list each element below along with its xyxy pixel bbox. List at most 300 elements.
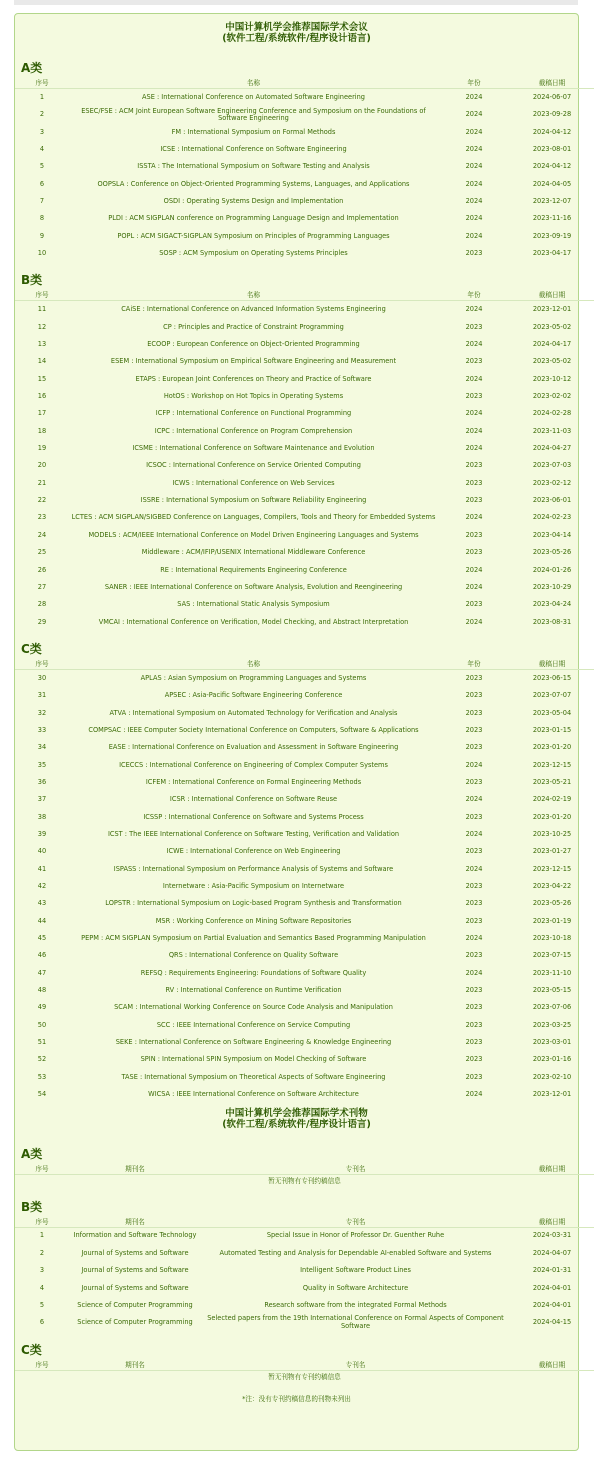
row-deadline: 2023-07-03 <box>532 461 572 470</box>
conference-name-link[interactable]: LCTES : ACM SIGPLAN/SIGBED Conference on Languages, Compilers, Tools and Theory for Embedded Systems <box>71 513 436 522</box>
row-year: 2023 <box>465 1038 483 1047</box>
table-row <box>15 774 594 791</box>
table-row <box>15 440 594 457</box>
journal-section-title <box>15 1108 578 1130</box>
row-year: 2024 <box>465 582 483 591</box>
header-no: 序号 <box>15 1217 69 1228</box>
table-row <box>15 1227 594 1245</box>
conference-name-link[interactable]: MSR : Working Conference on Mining Software Repositories <box>155 916 352 925</box>
conference-name-link[interactable]: ISSTA : The International Symposium on Software Testing and Analysis <box>137 162 370 171</box>
table-row <box>15 1034 594 1051</box>
table-row <box>15 124 594 141</box>
row-deadline: 2024-02-28 <box>532 409 572 418</box>
row-no: 39 <box>37 829 47 838</box>
table-row <box>15 809 594 826</box>
table-row <box>15 193 594 210</box>
row-no: 25 <box>37 548 47 557</box>
row-year: 2023 <box>465 673 483 682</box>
conference-name-link[interactable]: SANER : IEEE International Conference on Software Analysis, Evolution and Reengineering <box>104 582 403 591</box>
row-no: 35 <box>37 760 47 769</box>
conference-name-link[interactable]: POPL : ACM SIGACT-SIGPLAN Symposium on Principles of Programming Languages <box>117 231 390 240</box>
row-no: 44 <box>37 916 47 925</box>
conference-name-link[interactable]: ASE : International Conference on Automated Software Engineering <box>142 92 365 101</box>
row-no: 6 <box>39 179 45 188</box>
row-deadline: 2023-01-19 <box>532 916 572 925</box>
row-deadline: 2023-12-01 <box>532 1090 572 1099</box>
table-header-row <box>15 78 594 89</box>
special-issue-link[interactable]: Selected papers from the 19th International Conference on Formal Aspects of Component Software <box>207 1314 504 1330</box>
conference-class-label: B类 <box>21 273 43 288</box>
row-no: 1 <box>39 1231 45 1240</box>
header-journal: 期刊名 <box>69 1360 201 1371</box>
row-deadline: 2023-05-04 <box>532 708 572 717</box>
row-no: 2 <box>39 1248 45 1257</box>
row-no: 7 <box>39 196 45 205</box>
table-row <box>15 1086 594 1103</box>
header-deadline: 截稿日期 <box>510 659 594 670</box>
conference-name-link[interactable]: ICPC : International Conference on Program Comprehension <box>154 426 353 435</box>
row-year: 2024 <box>465 162 483 171</box>
row-no: 13 <box>37 340 47 349</box>
header-deadline: 截稿日期 <box>510 1164 594 1175</box>
table-row <box>15 982 594 999</box>
conference-name-link[interactable]: COMPSAC : IEEE Computer Society International Conference on Computers, Software & Applications <box>88 725 419 734</box>
row-year: 2024 <box>465 426 483 435</box>
empty-row <box>15 1174 594 1189</box>
row-no: 24 <box>37 530 47 539</box>
row-no: 21 <box>37 478 47 487</box>
header-name: 名称 <box>69 78 438 89</box>
row-year: 2023 <box>465 1003 483 1012</box>
row-year: 2023 <box>465 530 483 539</box>
row-year: 2024 <box>465 305 483 314</box>
row-year: 2023 <box>465 882 483 891</box>
row-deadline: 2024-04-01 <box>532 1300 572 1309</box>
row-deadline: 2024-04-05 <box>532 179 572 188</box>
row-no: 4 <box>39 144 45 153</box>
table-row <box>15 579 594 596</box>
row-year: 2024 <box>465 374 483 383</box>
row-no: 15 <box>37 374 47 383</box>
row-no: 33 <box>37 725 47 734</box>
row-no: 41 <box>37 864 47 873</box>
empty-message: 暂无刊物有专刊约稿信息 <box>268 1176 341 1185</box>
table-row <box>15 1245 594 1262</box>
table-row <box>15 947 594 964</box>
table-row <box>15 510 594 527</box>
row-deadline: 2024-04-07 <box>532 1248 572 1257</box>
row-deadline: 2024-04-12 <box>532 162 572 171</box>
table-row <box>15 826 594 843</box>
header-journal: 期刊名 <box>69 1164 201 1175</box>
row-no: 30 <box>37 673 47 682</box>
row-deadline: 2024-03-31 <box>532 1231 572 1240</box>
row-year: 2024 <box>465 864 483 873</box>
footnote: *注：没有专刊约稿信息的刊物未列出 <box>242 1394 351 1403</box>
conference-name-link[interactable]: REFSQ : Requirements Engineering: Foundations of Software Quality <box>140 968 367 977</box>
row-year: 2023 <box>465 691 483 700</box>
row-deadline: 2024-04-17 <box>532 340 572 349</box>
row-deadline: 2023-02-02 <box>532 392 572 401</box>
table-row <box>15 301 594 319</box>
header-deadline: 截稿日期 <box>510 78 594 89</box>
table-row <box>15 544 594 561</box>
conference-name-link[interactable]: ICSOC : International Conference on Service Oriented Computing <box>146 461 361 470</box>
table-row <box>15 562 594 579</box>
row-no: 9 <box>39 231 45 240</box>
header-journal: 期刊名 <box>69 1217 201 1228</box>
header-no: 序号 <box>15 290 69 301</box>
row-year: 2024 <box>465 513 483 522</box>
conference-name-link[interactable]: ICWE : International Conference on Web Engineering <box>166 847 341 856</box>
table-row <box>15 930 594 947</box>
table-row <box>15 1262 594 1279</box>
row-year: 2023 <box>465 743 483 752</box>
special-issue-link[interactable]: Quality in Software Architecture <box>302 1283 409 1292</box>
row-deadline: 2023-12-07 <box>532 196 572 205</box>
row-no: 34 <box>37 743 47 752</box>
row-year: 2024 <box>465 968 483 977</box>
conference-name-link[interactable]: PLDI : ACM SIGPLAN conference on Programming Language Design and Implementation <box>108 214 399 223</box>
row-year: 2024 <box>465 829 483 838</box>
conference-name-link[interactable]: PEPM : ACM SIGPLAN Symposium on Partial Evaluation and Semantics Based Programming Manipulation <box>81 934 426 943</box>
conference-name-link[interactable]: TASE : International Symposium on Theoretical Aspects of Software Engineering <box>121 1072 386 1081</box>
header-issue: 专刊名 <box>201 1164 510 1175</box>
table-row <box>15 1000 594 1017</box>
row-year: 2023 <box>465 708 483 717</box>
row-year: 2023 <box>465 986 483 995</box>
row-year: 2024 <box>465 565 483 574</box>
row-year: 2024 <box>465 760 483 769</box>
special-issue-link[interactable]: Intelligent Software Product Lines <box>300 1266 411 1275</box>
table-header-row <box>15 1164 594 1175</box>
row-year: 2024 <box>465 1090 483 1099</box>
table-row <box>15 1017 594 1034</box>
row-no: 11 <box>37 305 47 314</box>
row-no: 12 <box>37 322 47 331</box>
header-no: 序号 <box>15 78 69 89</box>
table-row <box>15 141 594 158</box>
conference-name-link[interactable]: ICECCS : International Conference on Engineering of Complex Computer Systems <box>119 760 388 769</box>
conference-name-link[interactable]: ESEC/FSE : ACM Joint European Software Engineering Conference and Symposium on the Foundations of Software Engineering <box>81 106 426 123</box>
row-no: 19 <box>37 444 47 453</box>
table-header-row <box>15 659 594 670</box>
journal-name: Science of Computer Programming <box>77 1318 193 1327</box>
conference-name-link[interactable]: SAS : International Static Analysis Symposium <box>177 600 330 609</box>
row-year: 2023 <box>465 322 483 331</box>
content-card <box>14 13 579 1451</box>
row-deadline: 2023-04-17 <box>532 249 572 258</box>
header-no: 序号 <box>15 1164 69 1175</box>
row-no: 29 <box>37 617 47 626</box>
row-deadline: 2023-06-01 <box>532 496 572 505</box>
journal-title-line2: (软件工程/系统软件/程序设计语言) <box>222 1118 371 1130</box>
row-year: 2023 <box>465 392 483 401</box>
header-deadline: 截稿日期 <box>510 1217 594 1228</box>
row-no: 5 <box>39 1300 45 1309</box>
table-row <box>15 492 594 509</box>
table-row <box>15 210 594 227</box>
row-deadline: 2023-07-15 <box>532 951 572 960</box>
row-no: 10 <box>37 249 47 258</box>
row-no: 52 <box>37 1055 47 1064</box>
conference-name-link[interactable]: ISPASS : International Symposium on Performance Analysis of Systems and Software <box>113 864 394 873</box>
conference-name-link[interactable]: WICSA : IEEE International Conference on Software Architecture <box>148 1090 359 1099</box>
row-no: 14 <box>37 357 47 366</box>
conference-name-link[interactable]: SPIN : International SPIN Symposium on Model Checking of Software <box>140 1055 367 1064</box>
conference-name-link[interactable]: OSDI : Operating Systems Design and Implementation <box>163 196 344 205</box>
table-row <box>15 228 594 245</box>
table-header-row <box>15 290 594 301</box>
conference-name-link[interactable]: ICSR : International Conference on Software Reuse <box>169 795 338 804</box>
header-issue: 专刊名 <box>201 1217 510 1228</box>
row-year: 2023 <box>465 478 483 487</box>
table-row <box>15 388 594 405</box>
row-no: 43 <box>37 899 47 908</box>
row-no: 18 <box>37 426 47 435</box>
table-row <box>15 89 594 107</box>
row-deadline: 2023-04-22 <box>532 882 572 891</box>
conference-name-link[interactable]: ESEM : International Symposium on Empirical Software Engineering and Measurement <box>110 357 397 366</box>
row-deadline: 2023-05-02 <box>532 322 572 331</box>
row-deadline: 2023-05-26 <box>532 548 572 557</box>
table-row <box>15 319 594 336</box>
conference-section-title <box>15 22 578 44</box>
conference-name-link[interactable]: QRS : International Conference on Quality Software <box>168 951 339 960</box>
table-row <box>15 1314 594 1331</box>
row-year: 2023 <box>465 357 483 366</box>
row-year: 2024 <box>465 196 483 205</box>
row-deadline: 2023-11-10 <box>532 968 572 977</box>
row-deadline: 2023-02-10 <box>532 1072 572 1081</box>
row-deadline: 2023-10-25 <box>532 829 572 838</box>
row-year: 2023 <box>465 249 483 258</box>
header-year: 年份 <box>438 290 510 301</box>
conference-name-link[interactable]: RE : International Requirements Engineering Conference <box>160 565 347 574</box>
conference-name-link[interactable]: ICSME : International Conference on Software Maintenance and Evolution <box>132 444 375 453</box>
header-no: 序号 <box>15 659 69 670</box>
row-year: 2024 <box>465 617 483 626</box>
row-year: 2023 <box>465 600 483 609</box>
conference-name-link[interactable]: ECOOP : European Conference on Object-Oriented Programming <box>147 340 360 349</box>
table-row <box>15 245 594 262</box>
row-deadline: 2023-08-31 <box>532 617 572 626</box>
conference-name-link[interactable]: CP : Principles and Practice of Constraint Programming <box>163 322 344 331</box>
journal-name: Journal of Systems and Software <box>81 1266 189 1275</box>
table-row <box>15 423 594 440</box>
row-no: 23 <box>37 513 47 522</box>
header-deadline: 截稿日期 <box>510 290 594 301</box>
conference-name-link[interactable]: ICSSP : International Conference on Software and Systems Process <box>143 812 364 821</box>
row-year: 2023 <box>465 725 483 734</box>
row-no: 32 <box>37 708 47 717</box>
row-no: 46 <box>37 951 47 960</box>
table-row <box>15 371 594 388</box>
conference-name-link[interactable]: ICWS : International Conference on Web Services <box>172 478 335 487</box>
header-no: 序号 <box>15 1360 69 1371</box>
table-row <box>15 913 594 930</box>
row-deadline: 2023-07-06 <box>532 1003 572 1012</box>
journal-class-label: C类 <box>21 1342 42 1357</box>
table-header-row <box>15 1360 594 1371</box>
conference-name-link[interactable]: ICFEM : International Conference on Formal Engineering Methods <box>145 777 362 786</box>
row-deadline: 2024-04-15 <box>532 1318 572 1327</box>
row-deadline: 2024-04-01 <box>532 1283 572 1292</box>
row-no: 5 <box>39 162 45 171</box>
table-row <box>15 596 594 613</box>
row-deadline: 2024-06-07 <box>532 92 572 101</box>
row-no: 26 <box>37 565 47 574</box>
empty-message: 暂无刊物有专刊约稿信息 <box>268 1372 341 1381</box>
conference-name-link[interactable]: ICST : The IEEE International Conference on Software Testing, Verification and Validation <box>107 829 400 838</box>
table-row <box>15 895 594 912</box>
special-issue-link[interactable]: Research software from the integrated Formal Methods <box>264 1300 447 1309</box>
table-row <box>15 176 594 193</box>
row-deadline: 2023-12-15 <box>532 864 572 873</box>
row-deadline: 2023-04-24 <box>532 600 572 609</box>
conference-name-link[interactable]: Middleware : ACM/IFIP/USENIX International Middleware Conference <box>141 548 366 557</box>
journal-title-line1: 中国计算机学会推荐国际学术刊物 <box>225 1107 368 1119</box>
conference-table <box>15 78 594 262</box>
conference-groups <box>15 44 578 1104</box>
special-issue-link[interactable]: Automated Testing and Analysis for Dependable AI-enabled Software and Systems <box>219 1248 492 1257</box>
conference-name-link[interactable]: CAiSE : International Conference on Advanced Information Systems Engineering <box>121 305 386 314</box>
journal-name: Science of Computer Programming <box>77 1300 193 1309</box>
conference-name-link[interactable]: ETAPS : European Joint Conferences on Theory and Practice of Software <box>135 374 372 383</box>
row-no: 45 <box>37 934 47 943</box>
table-row <box>15 106 594 123</box>
header-name: 名称 <box>69 290 438 301</box>
journal-class-label: A类 <box>21 1146 43 1161</box>
conference-name-link[interactable]: SCAM : International Working Conference on Source Code Analysis and Manipulation <box>114 1003 393 1012</box>
row-no: 28 <box>37 600 47 609</box>
conference-name-link[interactable]: APLAS : Asian Symposium on Programming Languages and Systems <box>140 673 367 682</box>
row-no: 3 <box>39 1266 45 1275</box>
conference-name-link[interactable]: ATVA : International Symposium on Automated Technology for Verification and Analysis <box>109 708 398 717</box>
conference-name-link[interactable]: RV : International Conference on Runtime Verification <box>165 986 342 995</box>
conference-name-link[interactable]: MODELS : ACM/IEEE International Conference on Model Driven Engineering Languages and Systems <box>88 530 419 539</box>
row-deadline: 2023-05-02 <box>532 357 572 366</box>
conference-name-link[interactable]: LOPSTR : International Symposium on Logic-based Program Synthesis and Transformation <box>105 899 402 908</box>
row-deadline: 2024-02-19 <box>532 795 572 804</box>
conference-name-link[interactable]: SOSP : ACM Symposium on Operating Systems Principles <box>159 249 348 258</box>
row-deadline: 2023-01-20 <box>532 743 572 752</box>
table-row <box>15 705 594 722</box>
special-issue-link[interactable]: Special Issue in Honor of Professor Dr. Guenther Ruhe <box>266 1231 445 1240</box>
conference-class-label: C类 <box>21 641 42 656</box>
table-row <box>15 843 594 860</box>
table-row <box>15 458 594 475</box>
header-deadline: 截稿日期 <box>510 1360 594 1371</box>
row-no: 37 <box>37 795 47 804</box>
table-row <box>15 687 594 704</box>
row-no: 53 <box>37 1072 47 1081</box>
conference-class-label: A类 <box>21 61 43 75</box>
row-year: 2023 <box>465 847 483 856</box>
row-deadline: 2024-02-23 <box>532 513 572 522</box>
row-deadline: 2023-12-01 <box>532 305 572 314</box>
row-year: 2024 <box>465 144 483 153</box>
row-year: 2023 <box>465 1020 483 1029</box>
row-deadline: 2023-03-01 <box>532 1038 572 1047</box>
table-row <box>15 1297 594 1314</box>
row-deadline: 2023-10-12 <box>532 374 572 383</box>
conference-name-link[interactable]: EASE : International Conference on Evaluation and Assessment in Software Engineering <box>108 743 399 752</box>
table-row <box>15 158 594 175</box>
row-deadline: 2023-01-16 <box>532 1055 572 1064</box>
row-no: 42 <box>37 882 47 891</box>
row-year: 2023 <box>465 496 483 505</box>
table-row <box>15 739 594 756</box>
header-name: 名称 <box>69 659 438 670</box>
row-no: 8 <box>39 214 45 223</box>
row-year: 2024 <box>465 92 483 101</box>
table-row <box>15 527 594 544</box>
row-year: 2023 <box>465 461 483 470</box>
conference-name-link[interactable]: HotOS : Workshop on Hot Topics in Operating Systems <box>163 392 344 401</box>
row-no: 3 <box>39 127 45 136</box>
row-deadline: 2023-03-25 <box>532 1020 572 1029</box>
row-year: 2024 <box>465 409 483 418</box>
row-no: 17 <box>37 409 47 418</box>
row-year: 2024 <box>465 127 483 136</box>
conference-name-link[interactable]: OOPSLA : Conference on Object-Oriented Programming Systems, Languages, and Applications <box>97 179 410 188</box>
table-row <box>15 475 594 492</box>
row-year: 2024 <box>465 795 483 804</box>
row-year: 2023 <box>465 899 483 908</box>
row-no: 51 <box>37 1038 47 1047</box>
conference-title-line2: (软件工程/系统软件/程序设计语言) <box>222 33 371 44</box>
conference-name-link[interactable]: FM : International Symposium on Formal Methods <box>171 127 336 136</box>
row-year: 2024 <box>465 444 483 453</box>
row-deadline: 2023-12-15 <box>532 760 572 769</box>
header-issue: 专刊名 <box>201 1360 510 1371</box>
row-no: 22 <box>37 496 47 505</box>
row-year: 2024 <box>465 340 483 349</box>
row-year: 2024 <box>465 214 483 223</box>
conference-name-link[interactable]: SCC : IEEE International Conference on Service Computing <box>156 1020 351 1029</box>
conference-name-link[interactable]: ICFP : International Conference on Functional Programming <box>155 409 352 418</box>
header-year: 年份 <box>438 659 510 670</box>
conference-name-link[interactable]: VMCAI : International Conference on Verification, Model Checking, and Abstract Interpretation <box>98 617 409 626</box>
row-deadline: 2024-04-12 <box>532 127 572 136</box>
row-year: 2024 <box>465 231 483 240</box>
row-no: 6 <box>39 1318 45 1327</box>
row-deadline: 2023-06-15 <box>532 673 572 682</box>
row-deadline: 2023-11-16 <box>532 214 572 223</box>
table-row <box>15 791 594 808</box>
conference-name-link[interactable]: ISSRE : International Symposium on Software Reliability Engineering <box>140 496 367 505</box>
row-no: 2 <box>39 110 45 119</box>
row-deadline: 2023-01-27 <box>532 847 572 856</box>
table-row <box>15 722 594 739</box>
row-no: 27 <box>37 582 47 591</box>
row-deadline: 2023-04-14 <box>532 530 572 539</box>
row-no: 36 <box>37 777 47 786</box>
journal-table <box>15 1360 594 1385</box>
row-deadline: 2024-04-27 <box>532 444 572 453</box>
top-bar <box>14 0 578 5</box>
conference-table <box>15 290 594 631</box>
conference-name-link[interactable]: SEKE : International Conference on Software Engineering & Knowledge Engineering <box>115 1038 392 1047</box>
row-deadline: 2023-11-03 <box>532 426 572 435</box>
row-deadline: 2023-10-18 <box>532 934 572 943</box>
conference-name-link[interactable]: APSEC : Asia-Pacific Software Engineering Conference <box>164 691 343 700</box>
conference-name-link[interactable]: Internetware : Asia-Pacific Symposium on Internetware <box>162 882 345 891</box>
row-deadline: 2023-05-15 <box>532 986 572 995</box>
conference-name-link[interactable]: ICSE : International Conference on Software Engineering <box>160 144 347 153</box>
table-row <box>15 965 594 982</box>
